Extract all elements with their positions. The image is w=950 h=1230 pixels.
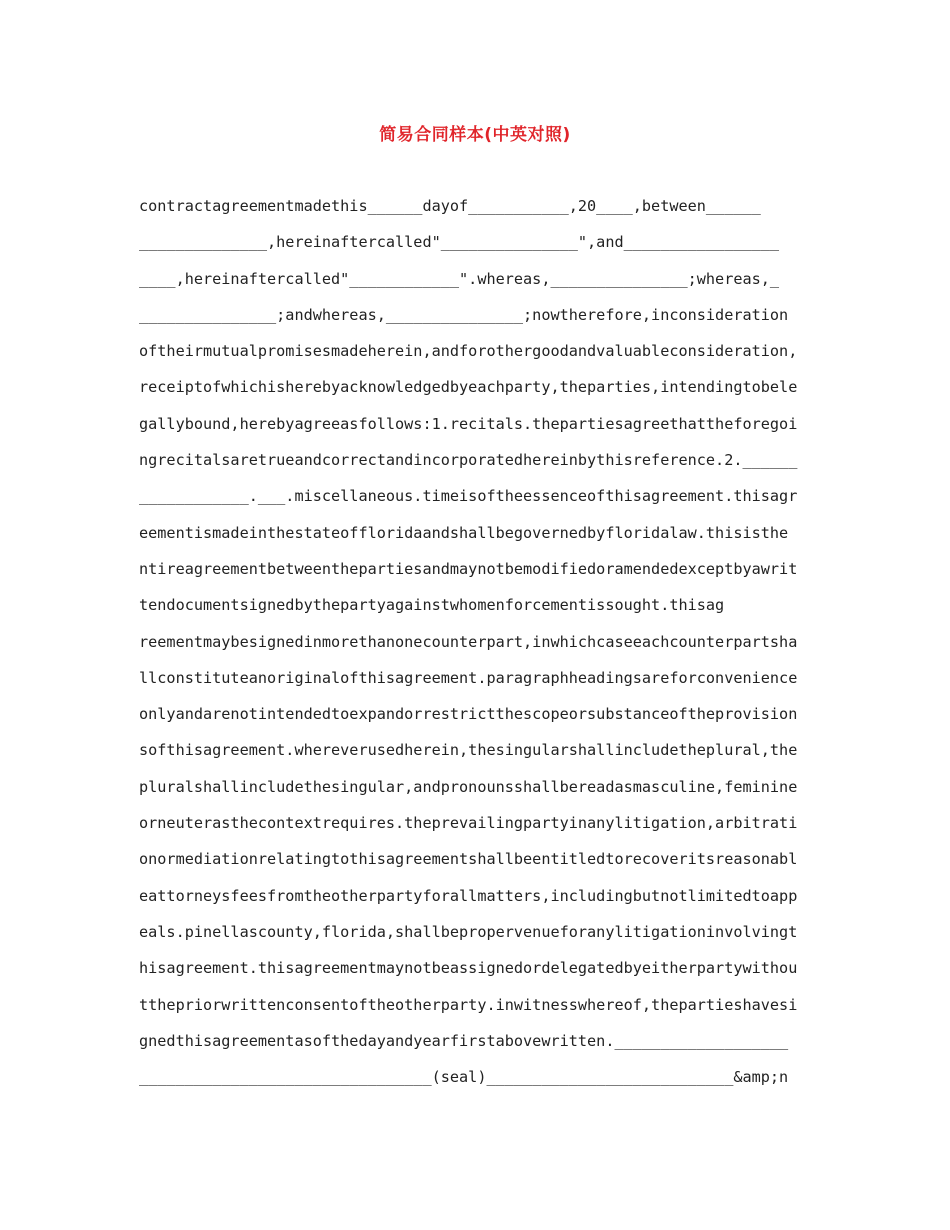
body-line-24: gnedthisagreementasofthedayandyearfirstabovewritten.___________________: [139, 1031, 789, 1050]
body-line-2: ______________,hereinaftercalled"_______________",and_________________: [139, 233, 780, 252]
body-line-6: receiptofwhichisherebyacknowledgedbyeachparty,theparties,intendingtobele: [139, 378, 798, 397]
body-line-21: eals.pinellascounty,florida,shallbepropervenueforanylitigationinvolvingt: [139, 922, 798, 941]
body-line-14: llconstituteanoriginalofthisagreement.paragraphheadingsareforconvenience: [139, 668, 798, 687]
body-line-22: hisagreement.thisagreementmaynotbeassignedordelegatedbyeitherpartywithou: [139, 959, 798, 978]
body-line-10: eementismadeinthestateoffloridaandshallbegovernedbyfloridalaw.thisisthe: [139, 523, 789, 542]
body-line-3: ____,hereinaftercalled"____________".whereas,_______________;whereas,_: [139, 269, 780, 288]
body-line-1: contractagreementmadethis______dayof___________,20____,between______: [139, 197, 761, 215]
body-line-15: onlyandarenotintendedtoexpandorrestrictthescopeorsubstanceoftheprovision: [139, 705, 798, 724]
body-line-25: ________________________________(seal)___________________________&amp;n: [139, 1068, 789, 1087]
body-line-18: orneuterasthecontextrequires.theprevailingpartyinanylitigation,arbitrati: [139, 814, 798, 833]
body-line-19: onormediationrelatingtothisagreementshallbeentitledtorecoveritsreasonabl: [139, 850, 798, 869]
body-line-4: _______________;andwhereas,_______________;nowtherefore,inconsideration: [139, 305, 789, 324]
body-line-13: reementmaybesignedinmorethanonecounterpart,inwhichcaseeachcounterpartsha: [139, 632, 798, 651]
contract-body: [139, 194, 811, 1101]
body-line-17: pluralshallincludethesingular,andpronounsshallbereadasmasculine,feminine: [139, 777, 798, 796]
body-line-9: ____________.___.miscellaneous.timeisoftheessenceofthisagreement.thisagr: [139, 487, 798, 506]
document-title: 简易合同样本(中英对照): [379, 125, 571, 145]
body-line-12: tendocumentsignedbythepartyagainstwhomenforcementissought.thisag: [139, 596, 725, 615]
body-line-16: softhisagreement.whereverusedherein,thesingularshallincludetheplural,the: [139, 741, 798, 760]
body-line-20: eattorneysfeesfromtheotherpartyforallmatters,includingbutnotlimitedtoapp: [139, 886, 798, 905]
body-line-8: ngrecitalsaretrueandcorrectandincorporatedhereinbythisreference.2.______: [139, 451, 798, 470]
body-line-11: ntireagreementbetweenthepartiesandmaynotbemodifiedoramendedexceptbyawrit: [139, 559, 798, 578]
body-line-23: tthepriorwrittenconsentoftheotherparty.inwitnesswhereof,thepartieshavesi: [139, 995, 798, 1014]
body-line-5: oftheirmutualpromisesmadeherein,andforothergoodandvaluableconsideration,: [139, 342, 798, 361]
body-line-7: gallybound,herebyagreeasfollows:1.recitals.thepartiesagreethattheforegoi: [139, 414, 798, 433]
